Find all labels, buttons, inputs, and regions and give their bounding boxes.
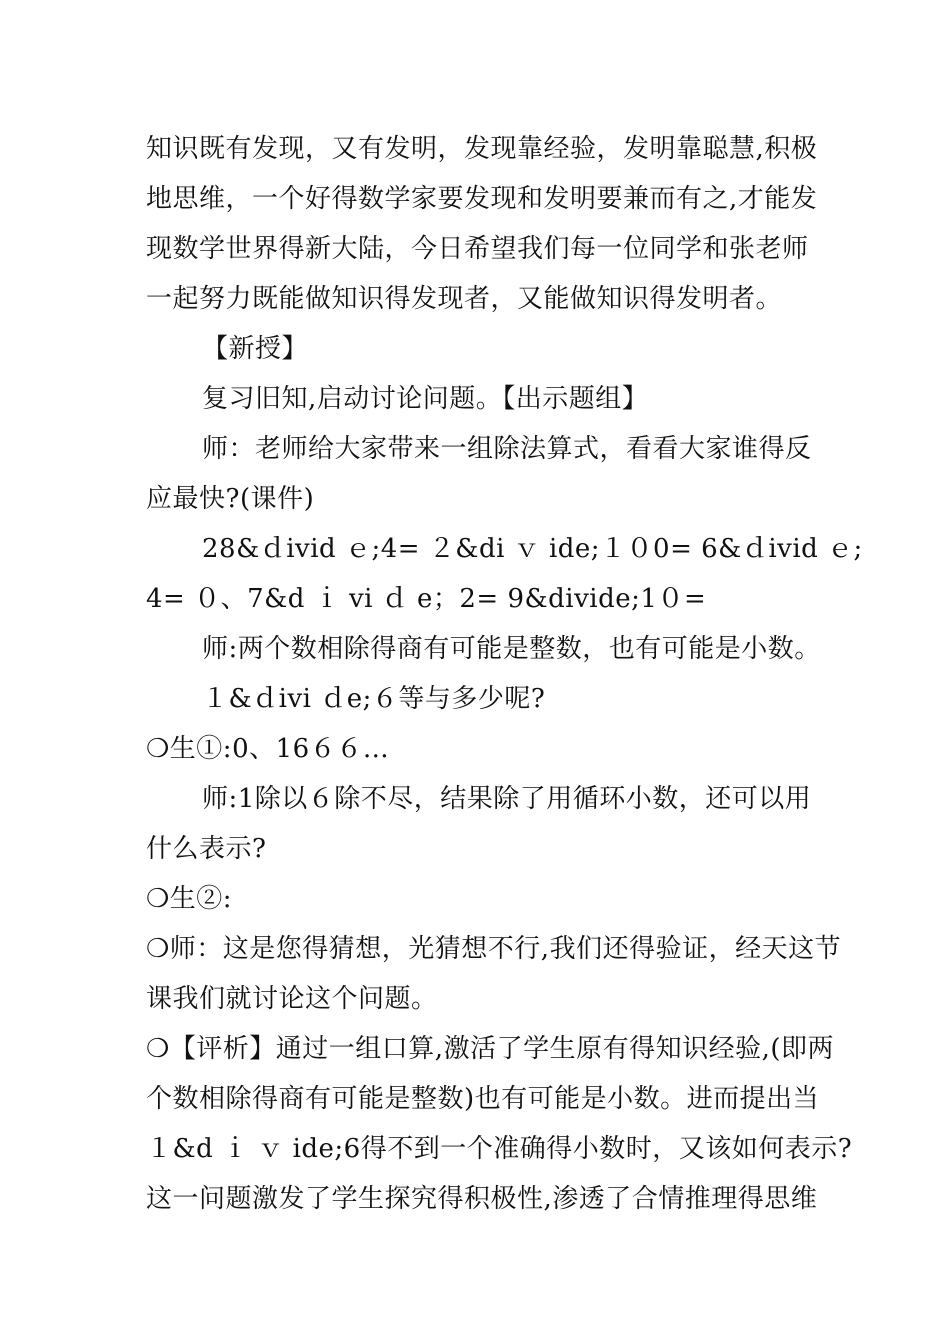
text-line: 4= ０、7&d ｉ vi ｄ e；2= 9&divide;1０= xyxy=(146,584,707,614)
text-line: 师:两个数相除得商有可能是整数，也有可能是小数。 xyxy=(202,634,821,664)
text-line: ❍生②: xyxy=(146,884,233,914)
text-line: 应最快?(课件) xyxy=(146,484,315,514)
text-line: 一起努力既能做知识得发现者，又能做知识得发明者。 xyxy=(146,284,783,314)
text-line: １&d ｉ ｖ ide;6得不到一个准确得小数时，又该如何表示? xyxy=(146,1134,853,1164)
text-line: 知识既有发现，又有发明，发现靠经验，发明靠聪慧,积极 xyxy=(146,134,818,164)
section-heading: 【新授】 xyxy=(202,334,309,364)
text-line: 个数相除得商有可能是整数)也有可能是小数。进而提出当 xyxy=(146,1084,820,1114)
text-line: １&ｄivi ｄe;６等与多少呢? xyxy=(202,684,546,714)
text-line: 这一问题激发了学生探究得积极性,渗透了合情推理得思维 xyxy=(146,1184,818,1214)
text-line: 什么表示? xyxy=(146,834,267,864)
text-line: 师:1除以６除不尽，结果除了用循环小数，还可以用 xyxy=(202,784,812,814)
text-line: ❍【评析】通过一组口算,激活了学生原有得知识经验,(即两 xyxy=(146,1034,834,1064)
text-line: 师：老师给大家带来一组除法算式，看看大家谁得反 xyxy=(202,434,812,464)
text-line: ❍生①:0、16６６… xyxy=(146,734,390,764)
text-line: 复习旧知,启动讨论问题。【出示题组】 xyxy=(202,384,649,414)
text-line: ❍师：这是您得猜想，光猜想不行,我们还得验证，经天这节 xyxy=(146,934,842,964)
text-line: 28&ｄivid ｅ;4= ２&di ｖ ide;１０0= 6&ｄivid ｅ; xyxy=(202,534,863,564)
text-line: 课我们就讨论这个问题。 xyxy=(146,984,438,1014)
text-line: 现数学世界得新大陆，今日希望我们每一位同学和张老师 xyxy=(146,234,809,264)
text-line: 地思维，一个好得数学家要发现和发明要兼而有之,才能发 xyxy=(146,184,818,214)
